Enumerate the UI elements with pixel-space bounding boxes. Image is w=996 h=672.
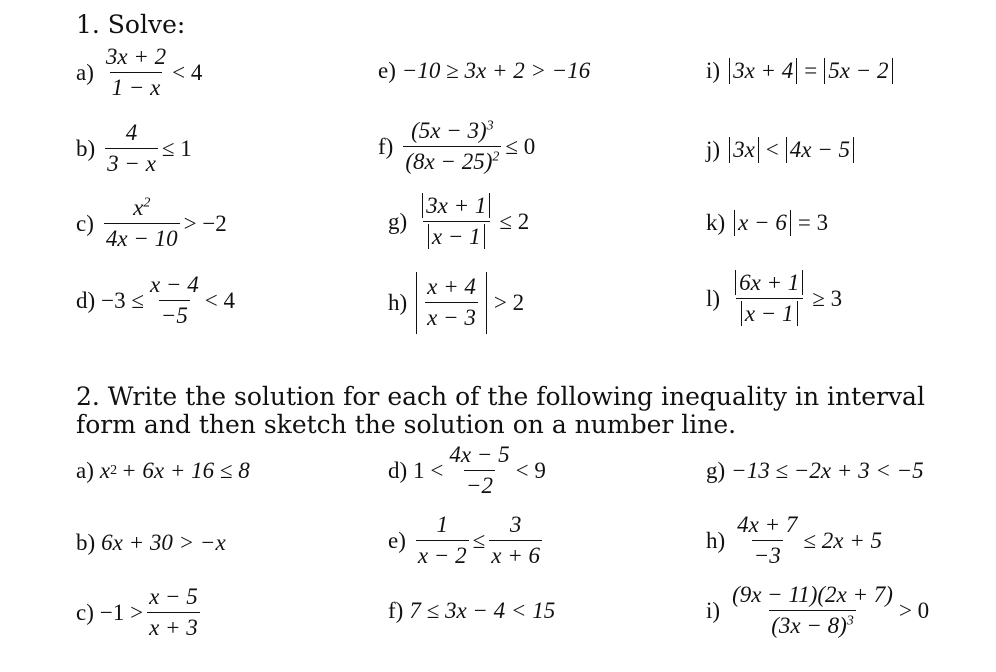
numerator-base: x — [133, 195, 144, 220]
numerator — [131, 195, 152, 223]
denominator — [423, 221, 490, 250]
label: b) — [76, 530, 96, 555]
problem-2d — [388, 442, 546, 500]
relation: ≤ 0 — [505, 133, 536, 159]
problem-2a: a) x 2 + 6x + 16 ≤ 8 — [76, 458, 250, 483]
numerator: 4x + 7 — [737, 512, 798, 537]
expression: −13 ≤ −2x + 3 < −5 — [731, 458, 924, 483]
label: b) — [76, 135, 96, 161]
expression: 7 ≤ 3x − 4 < 15 — [409, 598, 556, 623]
section2-heading-line1: 2. Write the solution for each of the following inequality in interval — [76, 382, 925, 411]
problem-1l — [706, 270, 842, 328]
label: h) — [388, 289, 408, 315]
absolute-value: 4x − 5 — [786, 137, 854, 163]
label: f) — [378, 133, 394, 159]
exponent: 3 — [486, 118, 494, 134]
relation: ≤ — [472, 527, 486, 553]
problem-2g — [706, 458, 924, 484]
absolute-value: x − 1 — [741, 301, 798, 326]
fraction — [148, 272, 201, 330]
relation: < 4 — [172, 59, 203, 85]
label: g) — [388, 208, 408, 234]
relation: > 0 — [898, 597, 930, 623]
label: f) — [388, 598, 404, 623]
label: a) — [76, 59, 94, 85]
absolute-value: 6x + 1 — [735, 270, 803, 295]
absolute-value: 3x — [729, 137, 759, 163]
relation: = — [804, 58, 818, 83]
denominator: x − 2 — [416, 540, 469, 569]
absolute-value: 3x + 4 — [729, 58, 797, 84]
numerator — [409, 118, 496, 146]
denominator: 4x − 10 — [104, 223, 180, 252]
fraction — [104, 44, 168, 102]
exponent: 3 — [846, 613, 854, 629]
denominator: −2 — [464, 470, 495, 499]
fraction — [425, 274, 478, 332]
relation: ≤ 2x + 5 — [803, 527, 883, 553]
fraction — [489, 512, 542, 570]
fraction — [147, 584, 200, 642]
denominator: x − 3 — [425, 302, 478, 331]
expression: 6x + 30 > −x — [101, 530, 226, 555]
variable: x — [99, 458, 111, 483]
relation: < — [765, 137, 779, 162]
absolute-value: x − 1 — [428, 224, 485, 249]
problem-1j — [706, 137, 857, 163]
problem-1d — [76, 272, 235, 330]
numerator: (9x − 11)(2x + 7) — [732, 582, 893, 607]
denominator-base: (8x − 25) — [405, 149, 493, 175]
denominator: 1 − x — [110, 72, 163, 101]
numerator — [730, 270, 808, 298]
problem-1f — [378, 118, 535, 176]
problem-1a — [76, 44, 202, 102]
problem-2f — [388, 598, 555, 624]
problem-1h — [388, 272, 524, 334]
relation: < 4 — [204, 287, 235, 313]
problem-2b — [76, 530, 226, 556]
numerator: 3 — [509, 512, 522, 537]
expression: + 6x + 16 ≤ 8 — [121, 458, 250, 483]
expression: −10 ≥ 3x + 2 > −16 — [401, 58, 591, 83]
absolute-value — [416, 272, 487, 334]
problem-1b — [76, 120, 192, 178]
denominator — [736, 298, 803, 327]
numerator-base: (5x − 3) — [411, 118, 487, 143]
problem-2i — [706, 582, 929, 640]
label: e) — [378, 58, 396, 83]
fraction — [416, 512, 469, 570]
label: l) — [706, 285, 721, 311]
label: i) — [706, 597, 721, 623]
denominator: −3 — [752, 540, 783, 569]
absolute-value: x − 6 — [734, 210, 791, 236]
prefix: −1 > — [99, 599, 144, 625]
section2-heading-line2: form and then sketch the solution on a number line. — [76, 410, 737, 439]
label: g) — [706, 458, 726, 483]
denominator-base: (3x − 8) — [771, 613, 847, 639]
numerator: x − 4 — [150, 272, 199, 297]
problem-1g — [388, 193, 529, 251]
numerator: 4 — [125, 120, 138, 145]
fraction — [447, 442, 511, 500]
numerator: 1 — [436, 512, 448, 537]
relation: = 3 — [797, 210, 829, 235]
problem-1e — [378, 58, 590, 84]
section1-heading: 1. Solve: — [76, 10, 186, 39]
label: d) — [388, 457, 408, 483]
numerator: 4x − 5 — [449, 442, 510, 467]
fraction — [403, 118, 501, 176]
denominator: −5 — [159, 300, 190, 329]
fraction — [417, 193, 495, 251]
label: j) — [706, 137, 721, 162]
relation: < 9 — [515, 457, 546, 483]
prefix: 1 < — [413, 457, 444, 483]
label: i) — [706, 58, 721, 83]
denominator — [769, 610, 856, 639]
relation: > 2 — [493, 289, 525, 315]
fraction — [105, 120, 158, 178]
fraction — [730, 582, 895, 640]
exponent: 2 — [492, 149, 500, 165]
label: h) — [706, 527, 726, 553]
relation: ≤ 1 — [161, 135, 192, 161]
problem-1i — [706, 58, 896, 84]
relation: ≤ 2 — [499, 208, 530, 234]
numerator: x + 4 — [427, 274, 476, 299]
relation: ≥ 3 — [812, 285, 843, 311]
fraction — [735, 512, 799, 570]
label: c) — [76, 210, 94, 236]
label: a) — [76, 458, 94, 483]
absolute-value: 5x − 2 — [824, 58, 892, 84]
denominator — [403, 146, 501, 175]
problem-2c — [76, 584, 204, 642]
absolute-value: 3x + 1 — [422, 193, 490, 218]
label: c) — [76, 599, 94, 625]
problem-1c — [76, 195, 227, 253]
label: e) — [388, 527, 406, 553]
exponent: 2 — [143, 195, 151, 211]
problem-1k — [706, 210, 828, 236]
prefix: −3 ≤ — [101, 287, 145, 313]
numerator — [417, 193, 495, 221]
denominator: x + 6 — [489, 540, 542, 569]
fraction — [730, 270, 808, 328]
label: d) — [76, 287, 96, 313]
label: k) — [706, 210, 726, 235]
problem-2e — [388, 512, 546, 570]
problem-2h — [706, 512, 882, 570]
numerator: 3x + 2 — [105, 44, 167, 69]
relation: > −2 — [183, 210, 227, 236]
denominator: x + 3 — [147, 612, 200, 641]
denominator: 3 − x — [105, 148, 158, 177]
numerator: x − 5 — [149, 584, 198, 609]
fraction — [104, 195, 180, 253]
